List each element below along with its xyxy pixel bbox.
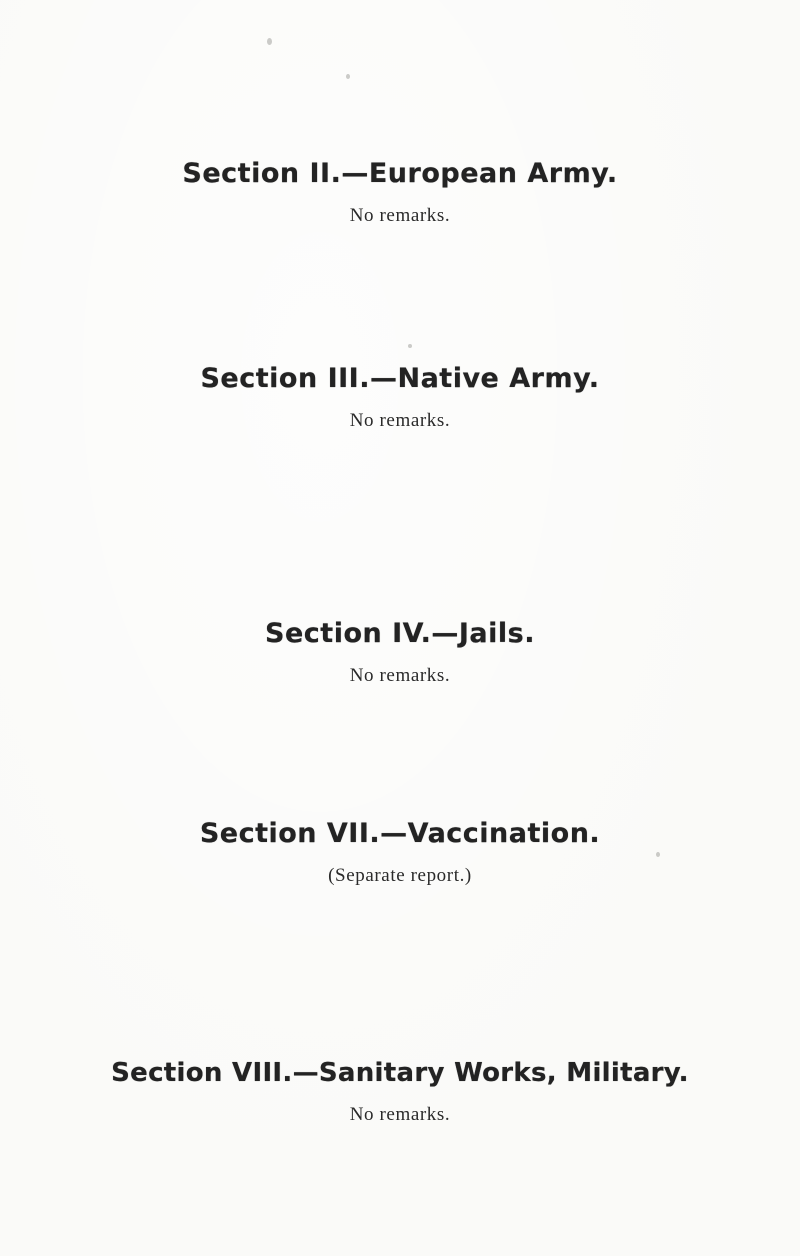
section-remark: No remarks. [349, 665, 451, 686]
section-heading: Section VIII.—Sanitary Works, Military. [111, 1058, 689, 1088]
section-jails [0, 618, 800, 687]
section-vaccination [0, 818, 800, 887]
paper-speck [267, 38, 272, 45]
section-heading: Section II.—European Army. [182, 158, 618, 189]
section-remark: No remarks. [349, 1104, 451, 1125]
section-remark: (Separate report.) [328, 865, 472, 886]
section-heading: Section III.—Native Army. [200, 363, 600, 394]
section-remark: No remarks. [349, 205, 451, 226]
section-heading: Section IV.—Jails. [265, 618, 535, 649]
section-remark: No remarks. [349, 410, 451, 431]
section-native-army [0, 363, 800, 432]
paper-speck [346, 74, 350, 79]
paper-speck [408, 344, 412, 348]
section-sanitary-works-military [0, 1058, 800, 1126]
section-european-army [0, 158, 800, 227]
section-heading: Section VII.—Vaccination. [199, 818, 601, 849]
